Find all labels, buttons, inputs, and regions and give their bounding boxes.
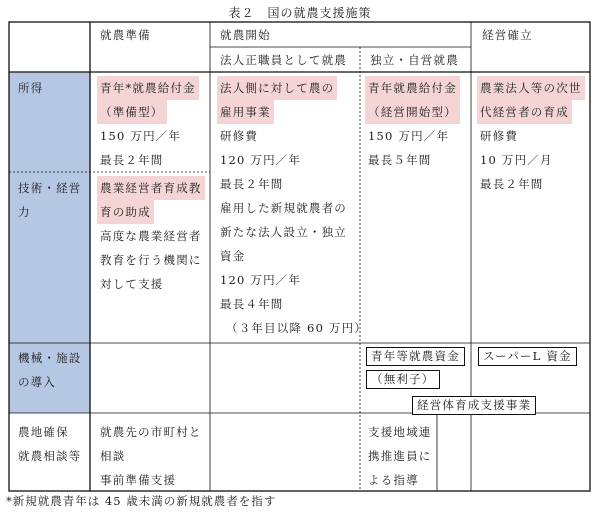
header-established: 経営確立 xyxy=(482,28,533,42)
row-land-cont: 就農相談等 xyxy=(18,449,82,463)
prep-consult: 就農先の市町村と xyxy=(100,425,202,439)
independent-grant-period: 最長５年間 xyxy=(368,153,432,167)
prep-consult: 相談 xyxy=(100,449,126,463)
independent-support: 携推進員に xyxy=(368,449,432,463)
employee-new-corp-note: （３年目以降 60 万円） xyxy=(226,321,368,335)
prep-grant-period: 最長２年間 xyxy=(100,153,164,167)
independent-support: 支援地域連 xyxy=(368,425,432,439)
row-skills: 技術・経営 xyxy=(18,181,82,195)
independent-grant-title: 青年就農給付金 xyxy=(365,76,460,100)
employee-new-corp: 新たな法人設立・独立 xyxy=(220,225,347,239)
footnote: *新規就農青年は 45 歳未満の新規就農者を指す xyxy=(6,494,277,508)
prep-edu-title: 農業経営者育成教 xyxy=(97,176,205,200)
established-successor-title: 農業法人等の次世 xyxy=(477,76,585,100)
shared-program-box: 経営体育成支援事業 xyxy=(412,396,536,415)
employee-hire-title-cont: 雇用事業 xyxy=(217,100,274,124)
row-skills-cont: 力 xyxy=(18,205,31,219)
independent-grant-type: （経営開始型） xyxy=(365,100,460,124)
subheader-employee: 法人正職員として就農 xyxy=(220,53,347,67)
employee-new-corp: 資金 xyxy=(220,249,246,263)
row-machinery-cont: の導入 xyxy=(18,375,57,389)
employee-new-corp-period: 最長４年間 xyxy=(220,297,284,311)
row-machinery: 機械・施設 xyxy=(18,351,82,365)
prep-edu-desc: 対して支援 xyxy=(100,277,164,291)
established-training: 研修費 xyxy=(480,129,519,143)
prep-edu-title-cont: 育の助成 xyxy=(97,200,154,224)
prep-grant-title: 青年*就農給付金 xyxy=(97,76,199,100)
established-superl-box: スーパーL 資金 xyxy=(478,347,577,366)
established-training-amount: 10 万円／月 xyxy=(480,153,553,167)
header-prep: 就農準備 xyxy=(100,28,151,42)
employee-hire-title: 法人側に対して農の xyxy=(217,76,337,100)
prep-grant-amount: 150 万円／年 xyxy=(100,129,182,143)
prep-edu-desc: 教育を行う機関に xyxy=(100,253,202,267)
prep-edu-desc: 高度な農業経営者 xyxy=(100,229,202,243)
row-income: 所得 xyxy=(18,81,44,95)
independent-grant-amount: 150 万円／年 xyxy=(368,129,450,143)
employee-training-period: 最長２年間 xyxy=(220,177,284,191)
established-training-period: 最長２年間 xyxy=(480,177,544,191)
employee-new-corp-amount: 120 万円／年 xyxy=(220,273,302,287)
prep-consult: 事前準備支援 xyxy=(100,473,177,487)
employee-training: 研修費 xyxy=(220,129,259,143)
independent-loan-box: 青年等就農資金 xyxy=(366,347,465,366)
employee-new-corp: 雇用した新規就農者の xyxy=(220,201,347,215)
subheader-independent: 独立・自営就農 xyxy=(370,53,459,67)
prep-grant-type: （準備型） xyxy=(97,100,167,124)
established-successor-title-cont: 代経営者の育成 xyxy=(477,100,572,124)
independent-loan-box-cont: （無利子） xyxy=(366,370,440,389)
employee-training-amount: 120 万円／年 xyxy=(220,153,302,167)
header-start: 就農開始 xyxy=(220,28,271,42)
table-caption: 表２ 国の就農支援施策 xyxy=(228,6,372,20)
independent-support: よる指導 xyxy=(368,473,419,487)
row-land: 農地確保 xyxy=(18,425,69,439)
